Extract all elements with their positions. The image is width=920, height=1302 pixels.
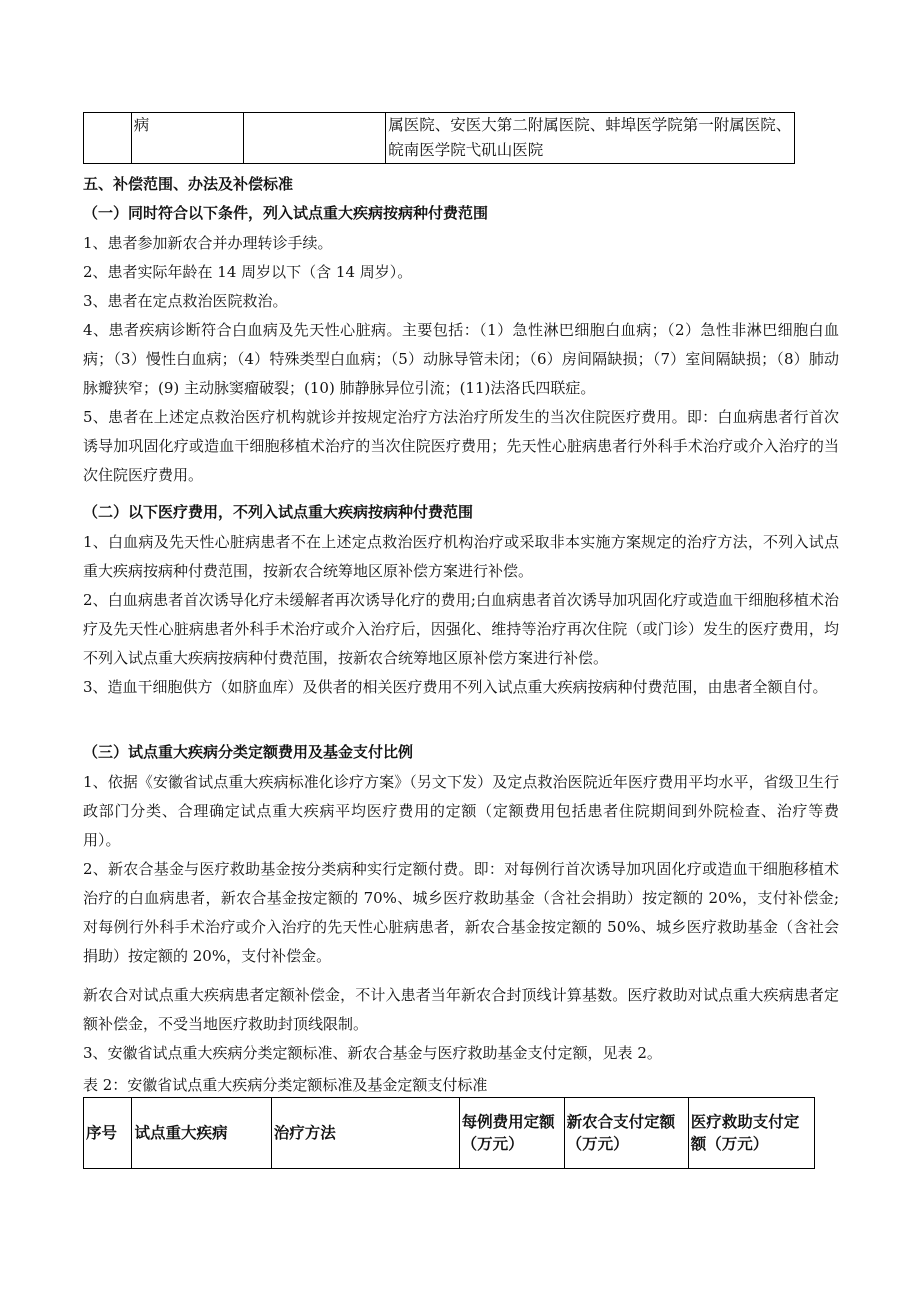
subsection-heading: （三）试点重大疾病分类定额费用及基金支付比例	[83, 743, 414, 761]
table-header-cell: 每例费用定额（万元）	[459, 1098, 564, 1169]
list-item: 1、依据《安徽省试点重大疾病标准化诊疗方案》（另文下发）及定点救治医院近年医疗费用平均水平，省级卫生行政部门分类、合理确定试点重大疾病平均医疗费用的定额（定额费用包括患者住院期间到外院检查、治疗等费用）。	[83, 773, 839, 849]
table-cell: 病	[131, 113, 243, 164]
table-cell: 属医院、安医大第二附属医院、蚌埠医学院第一附属医院、皖南医学院弋矶山医院	[386, 113, 795, 164]
list-item: 5、患者在上述定点救治医疗机构就诊并按规定治疗方法治疗所发生的当次住院医疗费用。即：白血病患者行首次诱导加巩固化疗或造血干细胞移植术治疗的当次住院医疗费用；先天性心脏病患者行外科手术治疗或介入治疗的当次住院医疗费用。	[83, 408, 839, 484]
table-header-cell: 新农合支付定额（万元）	[564, 1098, 688, 1169]
table-header-cell: 序号	[84, 1098, 132, 1169]
table-header-cell: 试点重大疾病	[132, 1098, 271, 1169]
list-item: 1、白血病及先天性心脏病患者不在上述定点救治医疗机构治疗或采取非本实施方案规定的治疗方法，不列入试点重大疾病按病种付费范围，按新农合统筹地区原补偿方案进行补偿。	[83, 533, 839, 580]
table-header-cell: 治疗方法	[271, 1098, 459, 1169]
table-cell	[84, 113, 132, 164]
quota-table	[83, 1097, 815, 1169]
list-item: 3、安徽省试点重大疾病分类定额标准、新农合基金与医疗救助基金支付定额，见表 2。	[83, 1044, 662, 1062]
list-item: 4、患者疾病诊断符合白血病及先天性心脏病。主要包括：（1）急性淋巴细胞白血病；（2）急性非淋巴细胞白血病；（3）慢性白血病；（4）特殊类型白血病；（5）动脉导管未闭；（6）房间隔缺损；（7）室间隔缺损；（8）肺动脉瓣狭窄；(9) 主动脉窦瘤破裂；(10) 肺静脉异位引流；(11)法洛氏四联症。	[83, 321, 839, 397]
table-row	[84, 113, 795, 164]
table-caption: 表 2：安徽省试点重大疾病分类定额标准及基金定额支付标准	[83, 1076, 488, 1094]
table-cell	[244, 113, 386, 164]
subsection-heading: （二）以下医疗费用，不列入试点重大疾病按病种付费范围	[83, 503, 474, 521]
table-header-row	[84, 1098, 815, 1169]
list-item: 2、患者实际年龄在 14 周岁以下（含 14 周岁）。	[83, 263, 413, 281]
list-item: 2、白血病患者首次诱导化疗未缓解者再次诱导化疗的费用;白血病患者首次诱导加巩固化疗或造血干细胞移植术治疗及先天性心脏病患者外科手术治疗或介入治疗后，因强化、维持等治疗再次住院（或门诊）发生的医疗费用，均不列入试点重大疾病按病种付费范围，按新农合统筹地区原补偿方案进行补偿。	[83, 591, 839, 667]
paragraph: 新农合对试点重大疾病患者定额补偿金，不计入患者当年新农合封顶线计算基数。医疗救助对试点重大疾病患者定额补偿金，不受当地医疗救助封顶线限制。	[83, 986, 839, 1033]
list-item: 1、患者参加新农合并办理转诊手续。	[83, 234, 333, 252]
section-heading: 五、补偿范围、办法及补偿标准	[83, 175, 294, 193]
list-item: 3、患者在定点救治医院救治。	[83, 292, 288, 310]
table-header-cell: 医疗救助支付定额（万元）	[688, 1098, 814, 1169]
subsection-heading: （一）同时符合以下条件，列入试点重大疾病按病种付费范围	[83, 204, 489, 222]
list-item: 2、新农合基金与医疗救助基金按分类病种实行定额付费。即：对每例行首次诱导加巩固化疗或造血干细胞移植术治疗的白血病患者，新农合基金按定额的 70%、城乡医疗救助基金（含社会捐助）按定额的 20%，支付补偿金; 对每例行外科手术治疗或介入治疗的先天性心脏病患者，新农合基金按定额的 50%、城乡医疗救助基金（含社会捐助）按定额的 20%，支付补偿金。	[83, 860, 839, 965]
list-item: 3、造血干细胞供方（如脐血库）及供者的相关医疗费用不列入试点重大疾病按病种付费范围，由患者全额自付。	[83, 678, 828, 696]
hospital-table-fragment	[83, 112, 795, 164]
